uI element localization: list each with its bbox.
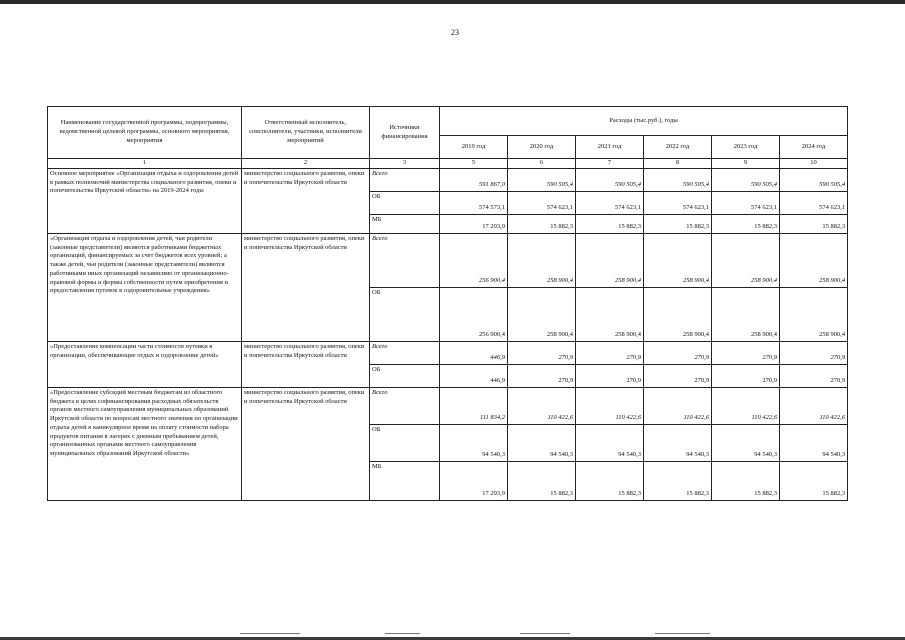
- responsible-executor: министерство социального развития, опеки и попечительства Иркутской области: [242, 341, 370, 387]
- scan-mark: [385, 633, 420, 634]
- table-row: [48, 233, 848, 287]
- value-cell: 258 900,4: [780, 287, 848, 341]
- column-number: 6: [508, 159, 576, 169]
- source-label: МБ: [370, 461, 440, 500]
- value-cell: 15 882,3: [576, 214, 644, 233]
- value-cell: 270,9: [712, 364, 780, 387]
- value-cell: 258 900,4: [712, 287, 780, 341]
- value-cell: 258 900,4: [508, 233, 576, 287]
- value-cell: 574 623,1: [644, 191, 712, 214]
- value-cell: 270,9: [576, 341, 644, 364]
- value-cell: 15 882,3: [780, 461, 848, 500]
- value-cell: 574 623,1: [508, 191, 576, 214]
- value-cell: 258 900,4: [712, 233, 780, 287]
- value-cell: 590 505,4: [712, 168, 780, 191]
- source-label: Всего: [370, 233, 440, 287]
- value-cell: 15 882,3: [712, 214, 780, 233]
- header-year: 2021 год: [576, 136, 644, 159]
- header-name: Наименование государственной программы, подпрограммы, ведомственной целевой программы, основного мероприятия, мероприятия: [48, 107, 242, 159]
- value-cell: 270,9: [712, 341, 780, 364]
- activity-name: «Предоставление субсидий местным бюджетам из областного бюджета в целях софинансирования расходных обязательств органов местного самоуправления муниципальных образований Иркутской области по вопросам местного значения по организации отдыха детей в каникулярное время на оплату стоимости набора продуктов питания в лагерях с дневным пребыванием детей, организованных органами местного самоуправления муниципальных образований Иркутской области»: [48, 387, 242, 500]
- header-year: 2019 год: [440, 136, 508, 159]
- value-cell: 15 882,3: [644, 461, 712, 500]
- header-year: 2024 год: [780, 136, 848, 159]
- value-cell: 15 882,3: [508, 214, 576, 233]
- value-cell: 94 540,3: [644, 424, 712, 461]
- value-cell: 574 573,1: [440, 191, 508, 214]
- value-cell: 574 623,1: [576, 191, 644, 214]
- header-source: Источники финансирования: [370, 107, 440, 159]
- value-cell: 270,9: [508, 364, 576, 387]
- value-cell: 110 422,6: [712, 387, 780, 424]
- value-cell: 256 900,4: [440, 287, 508, 341]
- value-cell: 15 882,3: [576, 461, 644, 500]
- value-cell: 17 293,9: [440, 461, 508, 500]
- value-cell: 591 867,0: [440, 168, 508, 191]
- header-year: 2020 год: [508, 136, 576, 159]
- header-expenses: Расходы (тыс.руб.), годы: [440, 107, 848, 136]
- table-row: [48, 387, 848, 424]
- header-year: 2022 год: [644, 136, 712, 159]
- source-label: ОБ: [370, 364, 440, 387]
- value-cell: 15 882,3: [508, 461, 576, 500]
- column-number: 8: [644, 159, 712, 169]
- value-cell: 590 505,4: [780, 168, 848, 191]
- value-cell: 258 900,4: [644, 233, 712, 287]
- value-cell: 258 900,4: [780, 233, 848, 287]
- source-label: ОБ: [370, 191, 440, 214]
- value-cell: 258 900,4: [576, 233, 644, 287]
- value-cell: 110 422,6: [576, 387, 644, 424]
- activity-name: «Предоставление компенсации части стоимости путевки в организации, обеспечивающие отдых и оздоровление детей»: [48, 341, 242, 387]
- value-cell: 258 900,4: [508, 287, 576, 341]
- value-cell: 256 900,4: [440, 233, 508, 287]
- value-cell: 270,9: [508, 341, 576, 364]
- scan-mark: [240, 633, 300, 634]
- responsible-executor: министерство социального развития, опеки и попечительства Иркутской области: [242, 387, 370, 500]
- value-cell: 270,9: [780, 364, 848, 387]
- value-cell: 258 900,4: [576, 287, 644, 341]
- value-cell: 590 505,4: [644, 168, 712, 191]
- page-number: 23: [451, 28, 459, 37]
- value-cell: 15 882,3: [780, 214, 848, 233]
- value-cell: 270,9: [644, 341, 712, 364]
- source-label: Всего: [370, 341, 440, 364]
- column-number: 5: [440, 159, 508, 169]
- value-cell: 94 540,3: [440, 424, 508, 461]
- value-cell: 110 422,6: [508, 387, 576, 424]
- value-cell: 574 623,1: [712, 191, 780, 214]
- value-cell: 94 540,3: [780, 424, 848, 461]
- value-cell: 590 505,4: [576, 168, 644, 191]
- value-cell: 590 505,4: [508, 168, 576, 191]
- value-cell: 15 882,3: [644, 214, 712, 233]
- activity-name: «Организация отдыха и оздоровления детей, чьи родители (законные представители) являются работниками бюджетных организаций, финансируемых за счет бюджетов всех уровней; а также детей, чьи родители (законные представители) являются работниками иных организаций независимо от организационно-правовой формы и формы собственности путем приобретения и предоставления путевок в оздоровительные учреждения»: [48, 233, 242, 341]
- value-cell: 258 900,4: [644, 287, 712, 341]
- column-number: 1: [48, 159, 242, 169]
- header-responsible: Ответственный исполнитель, соисполнители, участники, исполнители мероприятий: [242, 107, 370, 159]
- source-label: ОБ: [370, 287, 440, 341]
- value-cell: 574 623,1: [780, 191, 848, 214]
- value-cell: 94 540,3: [712, 424, 780, 461]
- column-number: 9: [712, 159, 780, 169]
- column-number: 7: [576, 159, 644, 169]
- value-cell: 446,9: [440, 341, 508, 364]
- activity-name: Основное мероприятие «Организация отдыха и оздоровления детей в рамках полномочий министерства социального развития, опеки и попечительства Иркутской области» на 2019-2024 годы: [48, 168, 242, 233]
- value-cell: 270,9: [644, 364, 712, 387]
- value-cell: 110 422,6: [644, 387, 712, 424]
- value-cell: 17 293,9: [440, 214, 508, 233]
- column-number: 3: [370, 159, 440, 169]
- table-row: [48, 168, 848, 191]
- scan-top-edge: [0, 0, 905, 4]
- value-cell: 15 882,3: [712, 461, 780, 500]
- value-cell: 270,9: [780, 341, 848, 364]
- column-number: 10: [780, 159, 848, 169]
- responsible-executor: министерство социального развития, опеки и попечительства Иркутской области: [242, 168, 370, 233]
- header-year: 2023 год: [712, 136, 780, 159]
- responsible-executor: министерство социального развития, опеки и попечительства Иркутской области: [242, 233, 370, 341]
- source-label: Всего: [370, 387, 440, 424]
- value-cell: 94 540,3: [508, 424, 576, 461]
- value-cell: 446,9: [440, 364, 508, 387]
- value-cell: 111 834,2: [440, 387, 508, 424]
- value-cell: 270,9: [576, 364, 644, 387]
- source-label: МБ: [370, 214, 440, 233]
- expenses-table: [47, 106, 848, 501]
- source-label: Всего: [370, 168, 440, 191]
- scan-mark: [655, 633, 710, 634]
- scan-mark: [520, 633, 570, 634]
- column-number: 2: [242, 159, 370, 169]
- source-label: ОБ: [370, 424, 440, 461]
- value-cell: 94 540,3: [576, 424, 644, 461]
- table-row: [48, 341, 848, 364]
- value-cell: 110 422,6: [780, 387, 848, 424]
